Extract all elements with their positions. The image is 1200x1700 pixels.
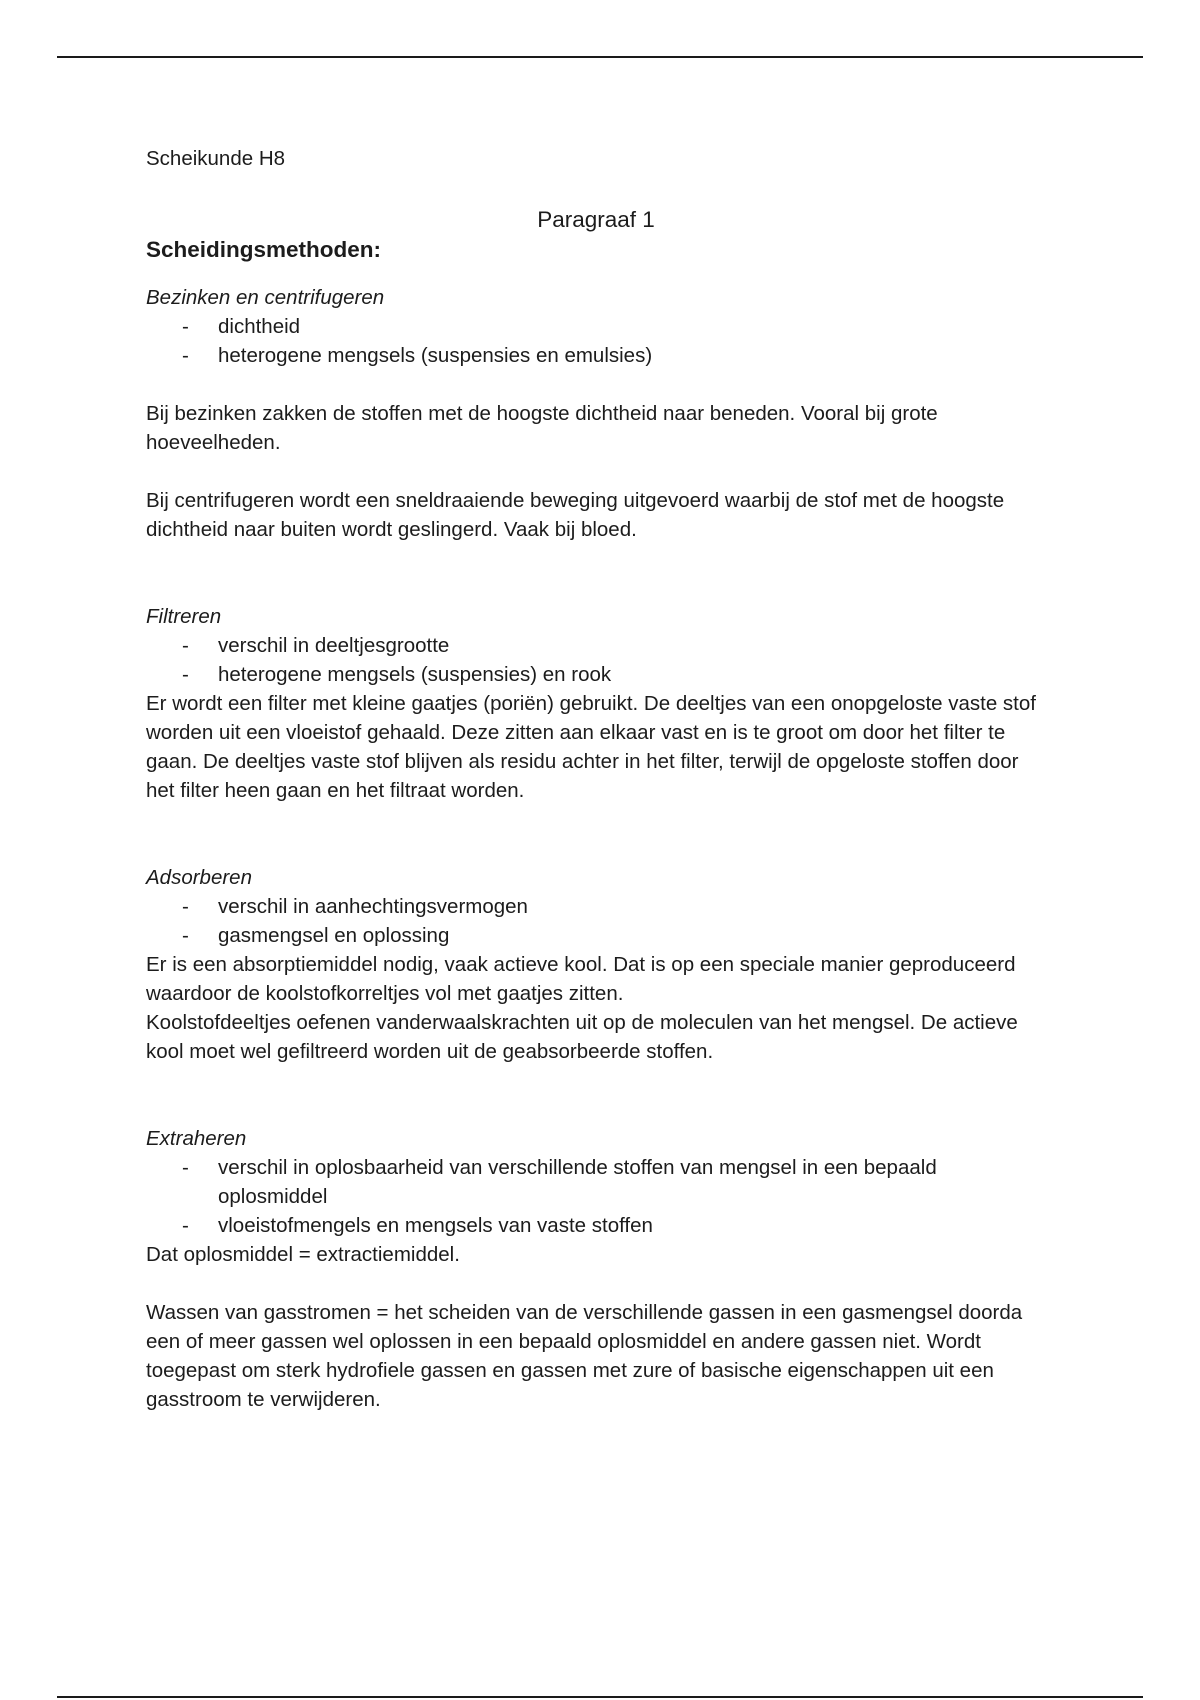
document-header: Scheikunde H8 xyxy=(146,147,286,170)
main-heading: Scheidingsmethoden: xyxy=(146,237,382,262)
list-item xyxy=(146,892,1046,921)
section-title: Adsorberen xyxy=(146,866,252,889)
body-paragraph: Bij centrifugeren wordt een sneldraaiende beweging uitgevoerd waarbij de stof met de hoogste dichtheid naar buiten wordt geslingerd. Vaak bij bloed. xyxy=(146,489,1005,541)
section-bezinken xyxy=(146,283,1046,544)
bullet-text: heterogene mengsels (suspensies) en rook xyxy=(218,663,612,686)
section-title: Filtreren xyxy=(146,605,222,628)
body-paragraph: Bij bezinken zakken de stoffen met de hoogste dichtheid naar beneden. Vooral bij grote hoeveelheden. xyxy=(146,402,938,454)
body-paragraph: Wassen van gasstromen = het scheiden van de verschillende gassen in een gasmengsel doorda een of meer gassen wel oplossen in een bepaald oplosmiddel en andere gassen niet. Wordt toegepast om sterk hydrofiele gassen en gassen met zure of basische eigenschappen uit een gasstroom te verwijderen. xyxy=(146,1301,1023,1411)
bullet-list xyxy=(146,312,1046,370)
bullet-marker: - xyxy=(182,634,189,657)
bullet-list xyxy=(146,631,1046,689)
top-rule xyxy=(57,56,1143,58)
document-body xyxy=(146,144,1046,1414)
list-item xyxy=(146,921,1046,950)
bullet-text: verschil in oplosbaarheid van verschillende stoffen van mengsel in een bepaald oplosmiddel xyxy=(218,1156,937,1208)
bullet-marker: - xyxy=(182,315,189,338)
bullet-marker: - xyxy=(182,663,189,686)
list-item xyxy=(146,1153,1046,1211)
section-extraheren xyxy=(146,1124,1046,1414)
bullet-text: heterogene mengsels (suspensies en emulsies) xyxy=(218,344,653,367)
list-item xyxy=(146,1211,1046,1240)
bullet-marker: - xyxy=(182,895,189,918)
bottom-rule xyxy=(57,1696,1143,1698)
bullet-text: verschil in deeltjesgrootte xyxy=(218,634,450,657)
section-filtreren xyxy=(146,602,1046,805)
section-title: Extraheren xyxy=(146,1127,247,1150)
bullet-marker: - xyxy=(182,1156,189,1179)
bullet-list xyxy=(146,892,1046,950)
body-paragraph: Dat oplosmiddel = extractiemiddel. xyxy=(146,1243,460,1266)
bullet-marker: - xyxy=(182,344,189,367)
list-item xyxy=(146,660,1046,689)
body-paragraph: Er is een absorptiemiddel nodig, vaak actieve kool. Dat is op een speciale manier geproduceerd waardoor de koolstofkorreltjes vol met gaatjes zitten. xyxy=(146,953,1016,1005)
body-paragraph: Koolstofdeeltjes oefenen vanderwaalskrachten uit op de moleculen van het mengsel. De actieve kool moet wel gefiltreerd worden uit de geabsorbeerde stoffen. xyxy=(146,1011,1018,1063)
list-item xyxy=(146,631,1046,660)
bullet-text: dichtheid xyxy=(218,315,301,338)
paragraph-title: Paragraaf 1 xyxy=(537,207,655,232)
bullet-list xyxy=(146,1153,1046,1240)
list-item xyxy=(146,341,1046,370)
section-adsorberen xyxy=(146,863,1046,1066)
list-item xyxy=(146,312,1046,341)
bullet-text: verschil in aanhechtingsvermogen xyxy=(218,895,528,918)
body-paragraph: Er wordt een filter met kleine gaatjes (poriën) gebruikt. De deeltjes van een onopgeloste vaste stof worden uit een vloeistof gehaald. Deze zitten aan elkaar vast en is te groot om door het filter te gaan. De deeltjes vaste stof blijven als residu achter in het filter, terwijl de opgeloste stoffen door het filter heen gaan en het filtraat worden. xyxy=(146,692,1036,802)
bullet-text: gasmengsel en oplossing xyxy=(218,924,450,947)
bullet-marker: - xyxy=(182,1214,189,1237)
bullet-text: vloeistofmengels en mengsels van vaste stoffen xyxy=(218,1214,653,1237)
bullet-marker: - xyxy=(182,924,189,947)
section-title: Bezinken en centrifugeren xyxy=(146,286,385,309)
